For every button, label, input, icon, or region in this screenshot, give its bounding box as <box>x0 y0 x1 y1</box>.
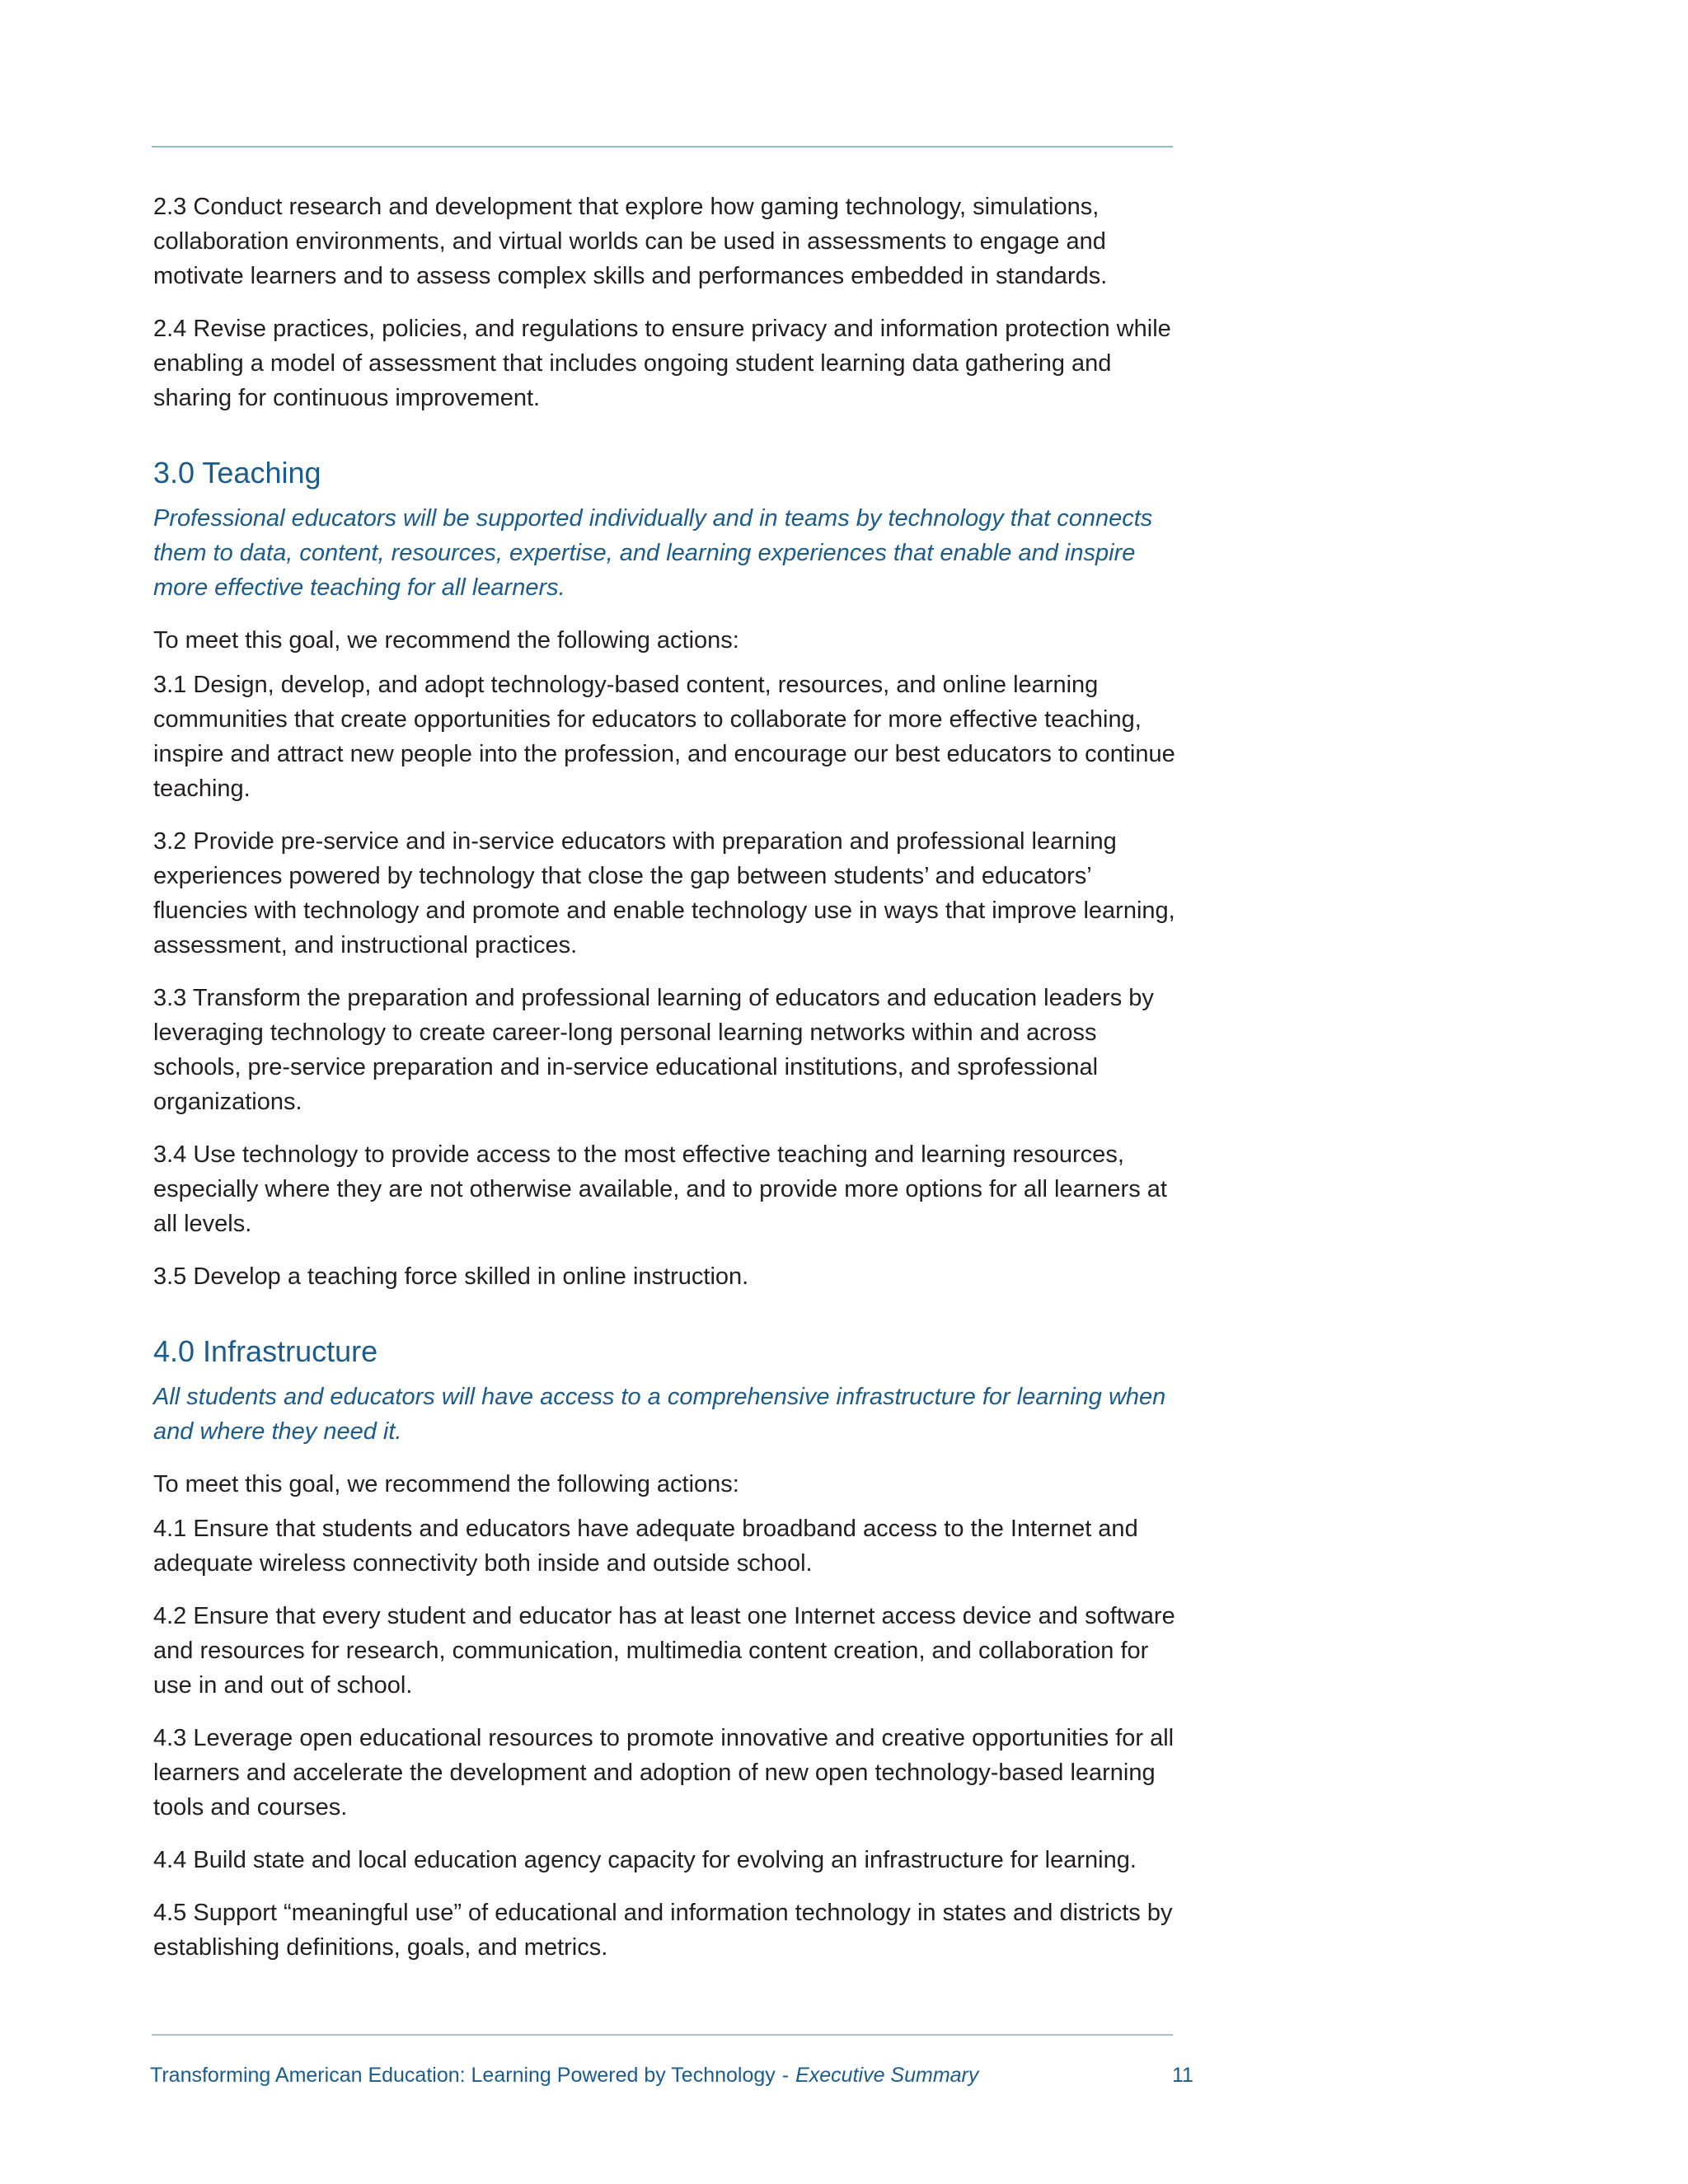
footer-divider <box>152 2034 1173 2036</box>
actions-intro-infrastructure: To meet this goal, we recommend the following actions: <box>153 1471 739 1497</box>
paragraph-2-3: 2.3 Conduct research and development that explore how gaming technology, simulations, collaboration environments, and virtual worlds can be used in assessments to engage and motivate learners and to assess complex skills and performances embedded in standards. <box>153 194 1108 289</box>
section-heading-teaching: 3.0 Teaching <box>153 456 321 490</box>
page-body <box>153 190 1179 1983</box>
goal-statement-teaching: Professional educators will be supported individually and in teams by technology that connects them to data, content, resources, expertise, and learning experiences that enable and inspire more effective teaching for all learners. <box>153 505 1153 601</box>
action-item-3-4: 3.4 Use technology to provide access to the most effective teaching and learning resources, especially where they are not otherwise available, and to provide more options for all learners at all levels. <box>153 1141 1167 1237</box>
header-divider <box>152 146 1173 148</box>
action-item-4-3: 4.3 Leverage open educational resources to promote innovative and creative opportunities for all learners and accelerate the development and adoption of new open technology-based learning tools and courses. <box>153 1725 1175 1821</box>
page-footer <box>150 2062 1197 2088</box>
actions-intro-teaching: To meet this goal, we recommend the following actions: <box>153 627 739 654</box>
action-item-4-1: 4.1 Ensure that students and educators have adequate broadband access to the Internet and adequate wireless connectivity both inside and outside school. <box>153 1516 1138 1577</box>
action-item-3-5: 3.5 Develop a teaching force skilled in online instruction. <box>153 1263 749 1290</box>
page-number: 11 <box>1172 2064 1193 2087</box>
goal-statement-infrastructure: All students and educators will have access to a comprehensive infrastructure for learning when and where they need it. <box>153 1384 1166 1445</box>
action-item-3-2: 3.2 Provide pre-service and in-service educators with preparation and professional learning experiences powered by technology that close the gap between students’ and educators’ fluencies with technology and promote and enable technology use in ways that improve learning, assessment, and instructional practices. <box>153 828 1175 958</box>
footer-subtitle: Executive Summary <box>795 2064 979 2087</box>
action-item-3-3: 3.3 Transform the preparation and professional learning of educators and education leaders by leveraging technology to create career-long personal learning networks within and across schools, pre-service preparation and in-service educational institutions, and sprofessional organizations. <box>153 985 1154 1115</box>
footer-title: Transforming American Education: Learning Powered by Technology <box>150 2064 776 2087</box>
paragraph-2-4: 2.4 Revise practices, policies, and regulations to ensure privacy and information protection while enabling a model of assessment that includes ongoing student learning data gathering and sharing for continuous improvement. <box>153 316 1171 411</box>
footer-separator: - <box>781 2064 790 2087</box>
section-heading-infrastructure: 4.0 Infrastructure <box>153 1334 378 1368</box>
action-item-4-2: 4.2 Ensure that every student and educator has at least one Internet access device and software and resources for research, communication, multimedia content creation, and collaboration for use in and out of school. <box>153 1603 1175 1699</box>
action-item-4-4: 4.4 Build state and local education agency capacity for evolving an infrastructure for learning. <box>153 1847 1137 1873</box>
action-item-3-1: 3.1 Design, develop, and adopt technology-based content, resources, and online learning communities that create opportunities for educators to collaborate for more effective teaching, inspire and attract new people into the profession, and encourage our best educators to continue teaching. <box>153 672 1175 802</box>
action-item-4-5: 4.5 Support “meaningful use” of educational and information technology in states and districts by establishing definitions, goals, and metrics. <box>153 1900 1173 1961</box>
